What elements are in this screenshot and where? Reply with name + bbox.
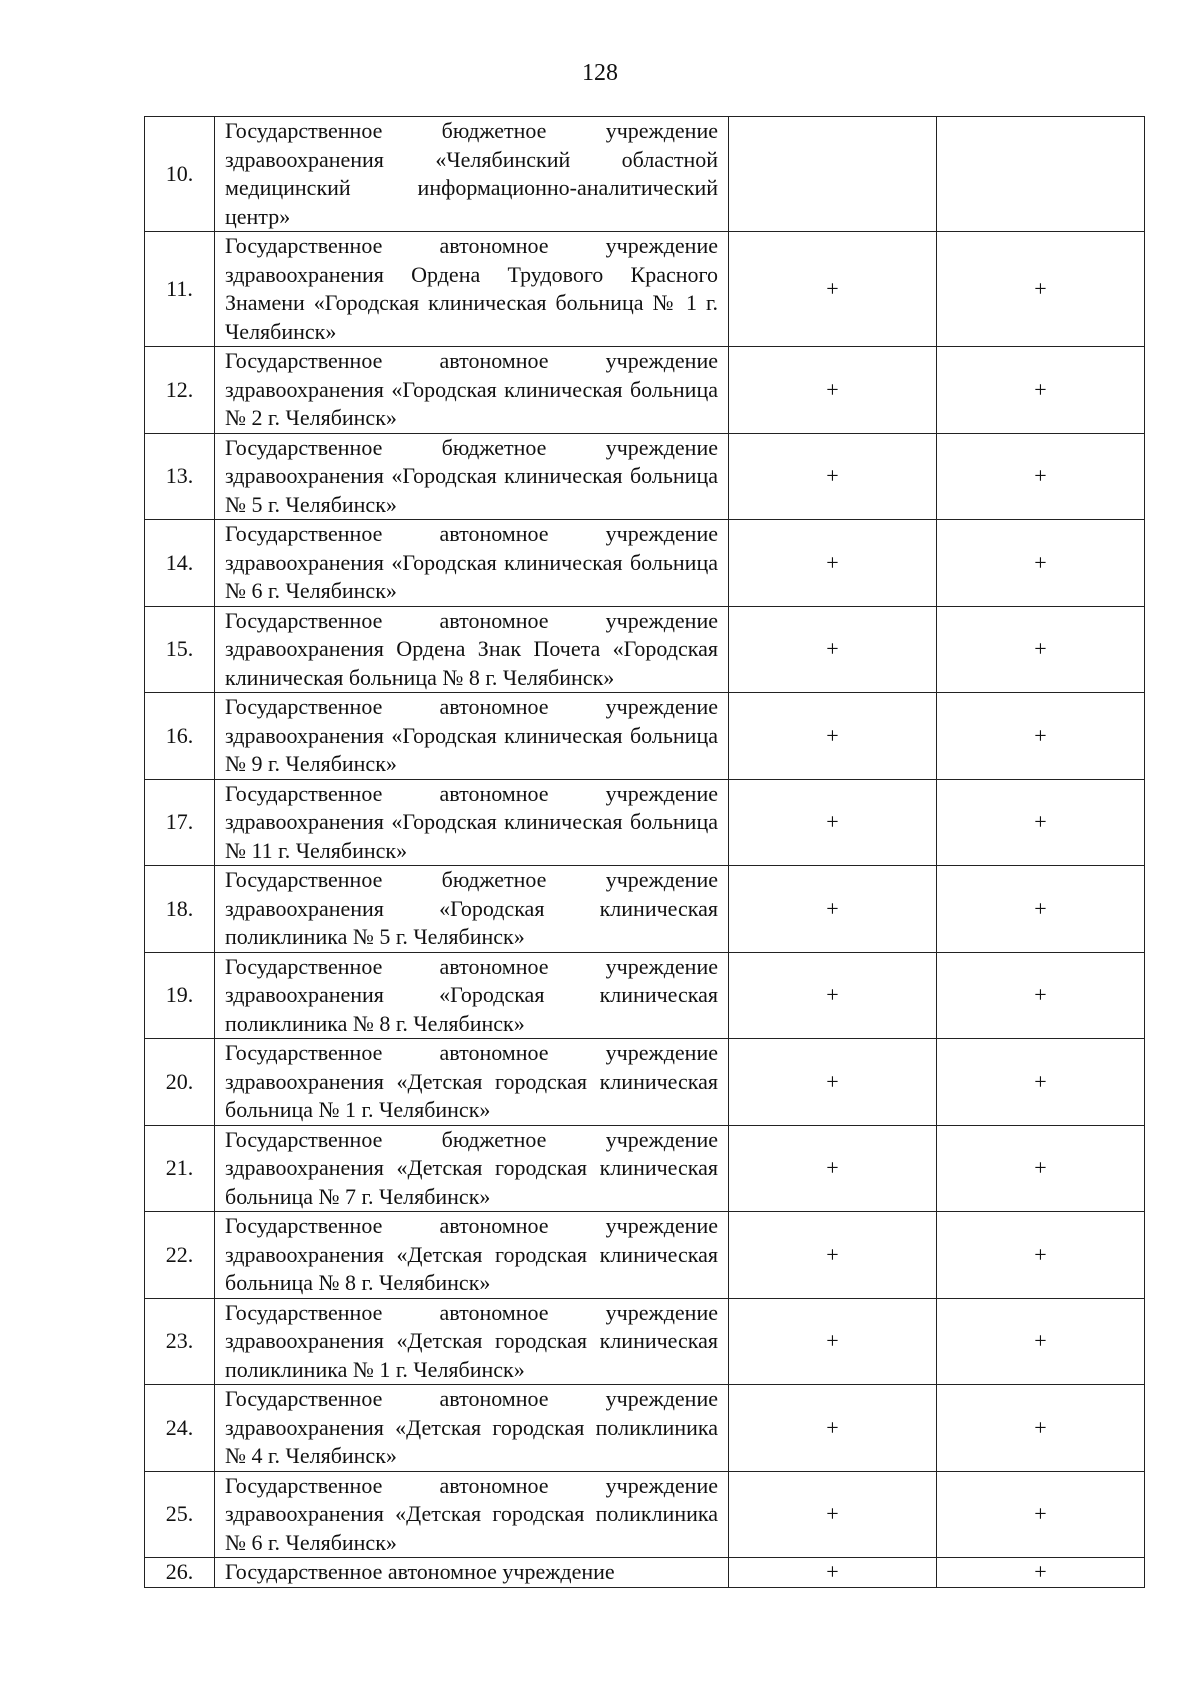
institution-name: Государственное бюджетное учреждение здравоохранения «Челябинский областной медицинский информационно-аналитический центр» [215, 117, 729, 232]
institution-name: Государственное автономное учреждение здравоохранения «Городская клиническая больница № 11 г. Челябинск» [215, 779, 729, 866]
institution-name: Государственное автономное учреждение здравоохранения «Детская городская клиническая больница № 8 г. Челябинск» [215, 1212, 729, 1299]
table-row [145, 693, 1145, 780]
mark-column-1: + [729, 1212, 937, 1299]
row-number: 23. [145, 1298, 215, 1385]
mark-column-1: + [729, 952, 937, 1039]
row-number: 16. [145, 693, 215, 780]
institution-name: Государственное автономное учреждение здравоохранения «Детская городская клиническая поликлиника № 1 г. Челябинск» [215, 1298, 729, 1385]
row-number: 18. [145, 866, 215, 953]
row-number: 25. [145, 1471, 215, 1558]
institution-name: Государственное автономное учреждение здравоохранения «Детская городская клиническая больница № 1 г. Челябинск» [215, 1039, 729, 1126]
institution-name: Государственное автономное учреждение здравоохранения Ордена Знак Почета «Городская клиническая больница № 8 г. Челябинск» [215, 606, 729, 693]
mark-column-1 [729, 117, 937, 232]
row-number: 11. [145, 232, 215, 347]
row-number: 13. [145, 433, 215, 520]
table-row [145, 232, 1145, 347]
mark-column-1: + [729, 693, 937, 780]
institution-name: Государственное автономное учреждение здравоохранения «Городская клиническая больница № 6 г. Челябинск» [215, 520, 729, 607]
table-row [145, 520, 1145, 607]
mark-column-2: + [937, 693, 1145, 780]
mark-column-1: + [729, 347, 937, 434]
mark-column-1: + [729, 1125, 937, 1212]
table-row [145, 433, 1145, 520]
table-row [145, 117, 1145, 232]
institution-name: Государственное бюджетное учреждение здравоохранения «Городская клиническая больница № 5 г. Челябинск» [215, 433, 729, 520]
mark-column-1: + [729, 520, 937, 607]
mark-column-1: + [729, 1039, 937, 1126]
mark-column-1: + [729, 1558, 937, 1588]
table-row [145, 347, 1145, 434]
row-number: 12. [145, 347, 215, 434]
mark-column-2: + [937, 433, 1145, 520]
row-number: 20. [145, 1039, 215, 1126]
table-row [145, 866, 1145, 953]
table-row [145, 1471, 1145, 1558]
mark-column-2: + [937, 1385, 1145, 1472]
mark-column-2: + [937, 952, 1145, 1039]
mark-column-2: + [937, 866, 1145, 953]
mark-column-1: + [729, 606, 937, 693]
institution-name: Государственное бюджетное учреждение здравоохранения «Городская клиническая поликлиника № 5 г. Челябинск» [215, 866, 729, 953]
mark-column-2: + [937, 1039, 1145, 1126]
mark-column-2 [937, 117, 1145, 232]
table-row [145, 779, 1145, 866]
row-number: 15. [145, 606, 215, 693]
row-number: 17. [145, 779, 215, 866]
row-number: 22. [145, 1212, 215, 1299]
mark-column-2: + [937, 1558, 1145, 1588]
mark-column-2: + [937, 1471, 1145, 1558]
institution-name: Государственное автономное учреждение здравоохранения «Детская городская поликлиника № 4 г. Челябинск» [215, 1385, 729, 1472]
row-number: 26. [145, 1558, 215, 1588]
mark-column-1: + [729, 232, 937, 347]
mark-column-1: + [729, 779, 937, 866]
institution-name: Государственное автономное учреждение здравоохранения Ордена Трудового Красного Знамени «Городская клиническая больница № 1 г. Челябинск» [215, 232, 729, 347]
mark-column-1: + [729, 433, 937, 520]
table-row [145, 1385, 1145, 1472]
mark-column-2: + [937, 779, 1145, 866]
mark-column-1: + [729, 1298, 937, 1385]
table-row [145, 606, 1145, 693]
row-number: 21. [145, 1125, 215, 1212]
mark-column-2: + [937, 1298, 1145, 1385]
mark-column-2: + [937, 606, 1145, 693]
table-row [145, 1039, 1145, 1126]
row-number: 14. [145, 520, 215, 607]
mark-column-1: + [729, 1385, 937, 1472]
institution-name: Государственное автономное учреждение [215, 1558, 729, 1588]
mark-column-1: + [729, 1471, 937, 1558]
institution-name: Государственное автономное учреждение здравоохранения «Городская клиническая поликлиника № 8 г. Челябинск» [215, 952, 729, 1039]
institutions-table [144, 116, 1145, 1588]
table-row [145, 1298, 1145, 1385]
table-row [145, 1212, 1145, 1299]
table-row [145, 952, 1145, 1039]
mark-column-2: + [937, 520, 1145, 607]
institution-name: Государственное автономное учреждение здравоохранения «Городская клиническая больница № 2 г. Челябинск» [215, 347, 729, 434]
mark-column-1: + [729, 866, 937, 953]
mark-column-2: + [937, 1212, 1145, 1299]
institution-name: Государственное бюджетное учреждение здравоохранения «Детская городская клиническая больница № 7 г. Челябинск» [215, 1125, 729, 1212]
table-row [145, 1125, 1145, 1212]
table-row [145, 1558, 1145, 1588]
mark-column-2: + [937, 1125, 1145, 1212]
row-number: 10. [145, 117, 215, 232]
mark-column-2: + [937, 232, 1145, 347]
mark-column-2: + [937, 347, 1145, 434]
row-number: 24. [145, 1385, 215, 1472]
page-number: 128 [582, 60, 618, 86]
row-number: 19. [145, 952, 215, 1039]
institution-name: Государственное автономное учреждение здравоохранения «Детская городская поликлиника № 6 г. Челябинск» [215, 1471, 729, 1558]
institution-name: Государственное автономное учреждение здравоохранения «Городская клиническая больница № 9 г. Челябинск» [215, 693, 729, 780]
